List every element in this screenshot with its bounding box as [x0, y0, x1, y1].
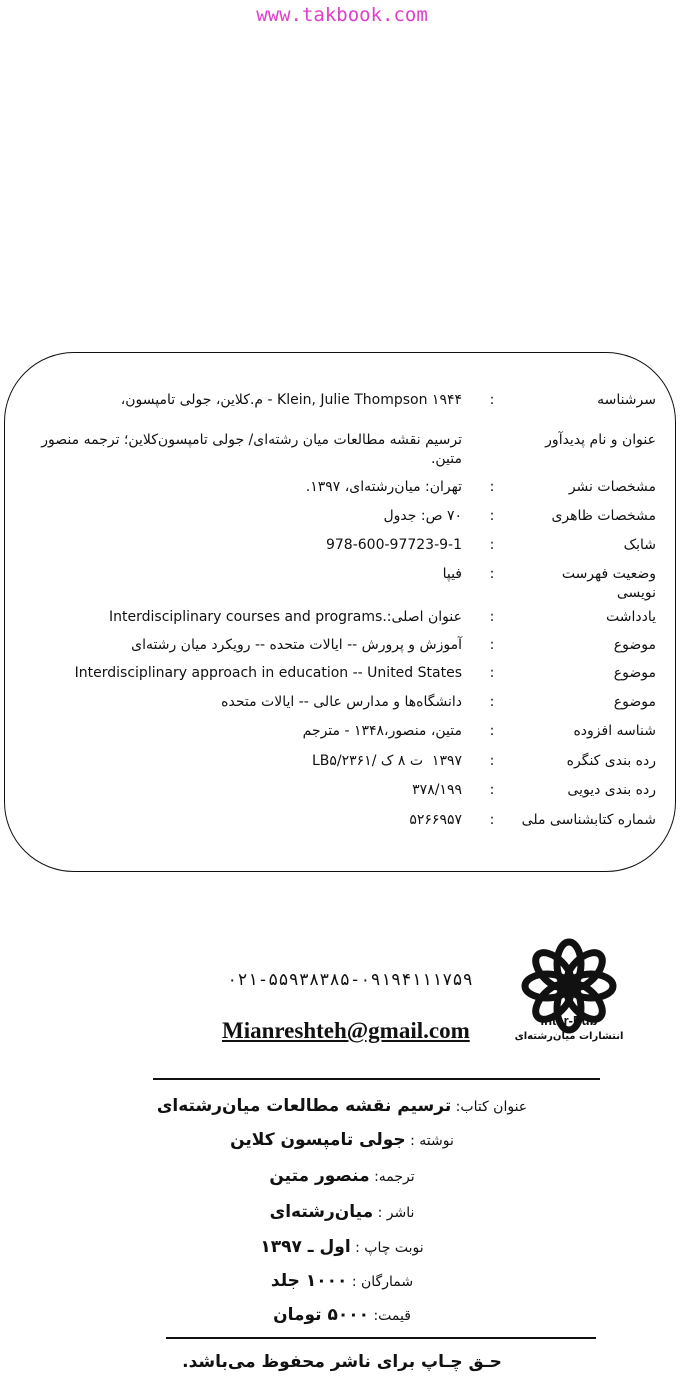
catalog-value: ۷۰ ص: جدول — [383, 508, 462, 524]
catalog-label: سرشناسه — [597, 392, 656, 408]
catalog-colon: : — [489, 782, 495, 798]
catalog-label: عنوان و نام پدیدآور — [545, 432, 656, 448]
divider — [153, 1078, 600, 1080]
colophon-line — [0, 1234, 684, 1261]
catalog-label: شماره کتابشناسی ملی — [521, 812, 656, 828]
colophon-label: عنوان کتاب: — [455, 1099, 528, 1115]
catalog-colon: : — [489, 479, 495, 495]
catalog-value: آموزش و پرورش -- ایالات متحده -- رویکرد میان رشته‌ای — [131, 637, 462, 653]
logo-text-en: Inter-Pub — [540, 1013, 598, 1028]
colophon-value: ۵۰۰۰ تومان — [273, 1305, 369, 1325]
catalog-value: عنوان اصلی:.Interdisciplinary courses and programs — [109, 609, 462, 625]
colophon-line — [0, 1199, 684, 1226]
catalog-value: متین، منصور،۱۳۴۸ - مترجم — [302, 723, 462, 739]
catalog-value: فیپا — [442, 566, 462, 582]
colophon-value: ۱۰۰۰ جلد — [270, 1271, 348, 1291]
catalog-label: وضعیت فهرست نویسی — [561, 566, 656, 601]
catalog-label: رده بندی کنگره — [566, 753, 656, 769]
colophon-line — [0, 1163, 684, 1190]
phone-numbers: ۰۲۱-۵۵۹۳۸۳۸۵-۰۹۱۹۴۱۱۱۷۵۹ — [227, 970, 473, 990]
catalog-label: یادداشت — [606, 609, 656, 625]
catalog-value: ۵۲۶۶۹۵۷ — [409, 812, 462, 828]
colophon-value: ترسیم نقشه مطالعات میان‌رشته‌ای — [156, 1096, 452, 1116]
catalog-value: دانشگاه‌ها و مدارس عالی -- ایالات متحده — [221, 694, 462, 710]
colophon-value: میان‌رشته‌ای — [269, 1202, 374, 1222]
catalog-colon: : — [489, 537, 495, 553]
catalog-label: شابک — [623, 537, 656, 553]
catalog-value: ۳۷۸/۱۹۹ — [412, 782, 462, 798]
colophon-label: قیمت: — [373, 1308, 411, 1324]
colophon-value: اول ـ ۱۳۹۷ — [260, 1237, 351, 1257]
catalog-value: تهران: میان‌رشته‌ای، ۱۳۹۷. — [305, 479, 462, 495]
colophon-label: نوبت چاپ : — [355, 1240, 424, 1256]
colophon-value: منصور متین — [269, 1166, 370, 1186]
catalog-colon: : — [489, 392, 495, 408]
catalog-colon: : — [489, 812, 495, 828]
colophon-label: نوشته : — [410, 1133, 454, 1149]
catalog-colon: : — [489, 637, 495, 653]
catalog-colon: : — [489, 723, 495, 739]
catalog-colon: : — [489, 508, 495, 524]
catalog-label: موضوع — [613, 637, 656, 653]
catalog-colon: : — [489, 609, 495, 625]
colophon-value: جولی تامپسون کلاین — [230, 1130, 406, 1150]
catalog-value: 978-600-97723-9-1 — [325, 537, 462, 553]
divider — [166, 1337, 596, 1339]
colophon-label: شمارگان : — [351, 1274, 414, 1290]
colophon-line — [0, 1093, 684, 1120]
catalog-label: موضوع — [613, 665, 656, 681]
catalog-label: رده بندی دیویی — [567, 782, 656, 798]
catalog-colon: : — [489, 753, 495, 769]
colophon-line — [0, 1302, 684, 1329]
colophon-label: ناشر : — [377, 1205, 415, 1221]
colophon-line — [0, 1268, 684, 1295]
catalog-colon: : — [489, 694, 495, 710]
catalog-colon: : — [489, 566, 495, 582]
catalog-value: Interdisciplinary approach in education -- United States — [74, 665, 462, 681]
copyright-notice: حـق چـاپ برای ناشر محفوظ می‌باشد. — [182, 1352, 502, 1372]
catalog-value: ۱۳۹۷ ‌‌‌ ‌‌ت ۸ ک ‌‌/۲۳۶۱/LB۵ — [311, 753, 462, 769]
logo-text-fa: انتشارات میان‌رشته‌ای — [514, 1031, 624, 1042]
colophon-line — [0, 1127, 684, 1154]
catalog-colon: : — [489, 665, 495, 681]
catalog-value: ترسیم نقشه مطالعات میان رشته‌ای/ جولی تامپسون‌کلاین؛ ترجمه منصور متین. — [41, 432, 462, 467]
catalog-label: مشخصات نشر — [568, 479, 656, 495]
catalog-value: Klein, Julie Thompson ۱۹۴۴ - م.کلاین، جولی تامپسون، — [120, 392, 462, 408]
catalog-label: موضوع — [613, 694, 656, 710]
colophon-label: ترجمه: — [374, 1169, 415, 1185]
catalog-label: شناسه افزوده — [573, 723, 656, 739]
email-link[interactable]: Mianreshteh@gmail.com — [222, 1018, 470, 1043]
catalog-label: مشخصات ظاهری — [551, 508, 656, 524]
watermark-url: www.takbook.com — [256, 4, 428, 26]
